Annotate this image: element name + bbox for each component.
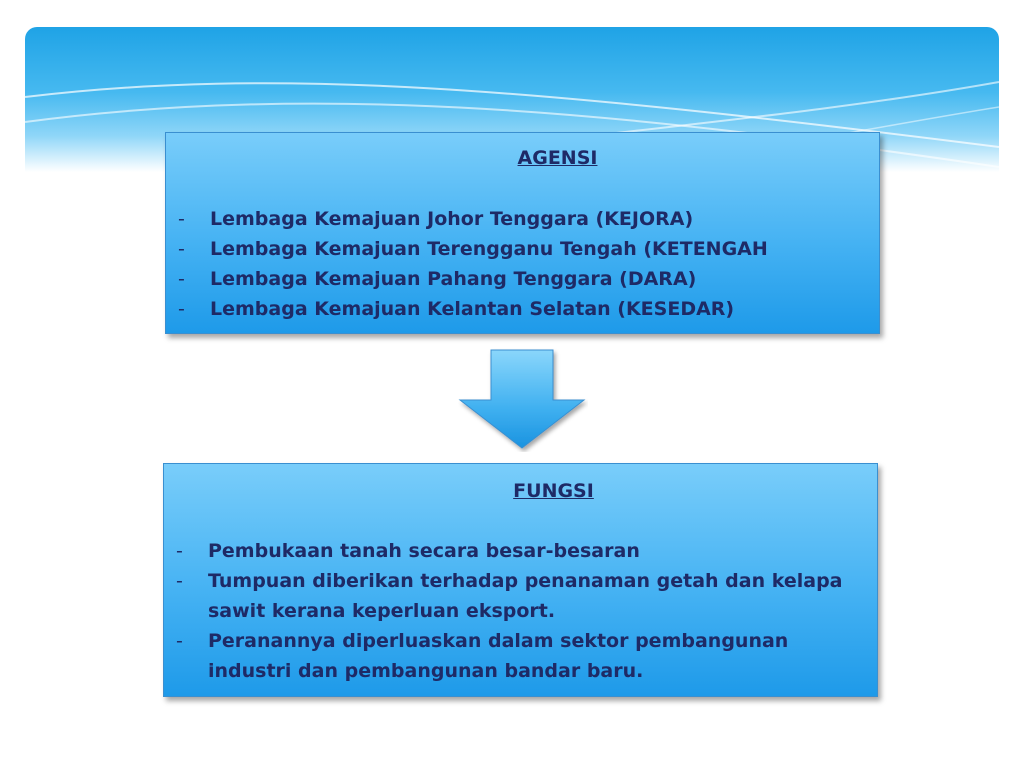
bullet-dash: -: [178, 208, 185, 230]
bullet-dash: -: [178, 298, 185, 320]
fungsi-item: - Peranannya diperluaskan dalam sektor pembangunan industri dan pembangunan bandar baru.: [176, 626, 867, 686]
bullet-dash: -: [176, 540, 183, 562]
agensi-item: - Lembaga Kemajuan Pahang Tenggara (DARA): [178, 264, 869, 294]
fungsi-item: - Pembukaan tanah secara besar-besaran: [176, 536, 867, 566]
fungsi-box: [163, 463, 878, 697]
fungsi-title: FUNGSI: [513, 480, 594, 502]
down-arrow-icon: [458, 348, 588, 452]
agensi-box: [165, 132, 880, 334]
agensi-item: - Lembaga Kemajuan Kelantan Selatan (KESEDAR): [178, 294, 869, 324]
fungsi-list: [176, 536, 867, 686]
bullet-dash: -: [178, 268, 185, 290]
agensi-title: AGENSI: [517, 147, 598, 169]
bullet-dash: -: [178, 238, 185, 260]
agensi-item: - Lembaga Kemajuan Terengganu Tengah (KETENGAH: [178, 234, 869, 264]
agensi-item: - Lembaga Kemajuan Johor Tenggara (KEJORA): [178, 204, 869, 234]
fungsi-item: - Tumpuan diberikan terhadap penanaman getah dan kelapa sawit kerana keperluan eksport.: [176, 566, 867, 626]
bullet-dash: -: [176, 570, 183, 592]
agensi-list: [178, 204, 869, 324]
bullet-dash: -: [176, 630, 183, 652]
